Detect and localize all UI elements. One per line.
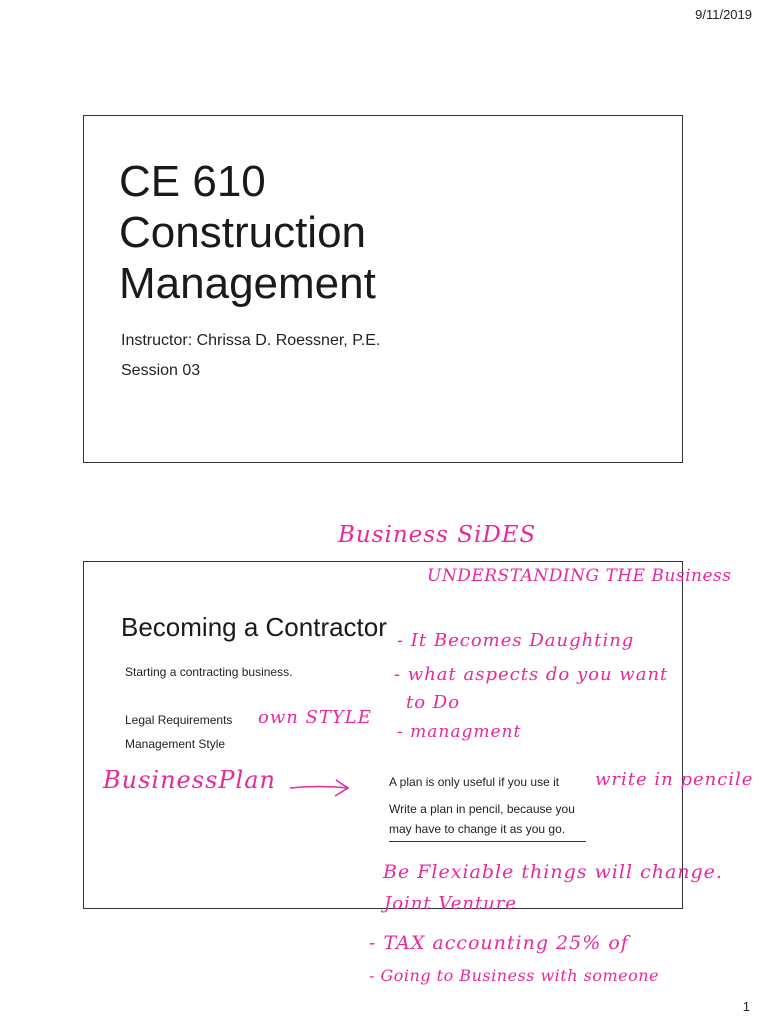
- page-number: 1: [742, 999, 750, 1014]
- handwritten-underline: [389, 841, 586, 842]
- note-becomes-daunting: - It Becomes Daughting: [397, 630, 635, 651]
- write-plan-line-1: Write a plan in pencil, because you: [389, 802, 575, 816]
- note-write-in-pencile: write in pencile: [595, 769, 754, 790]
- note-to-do: to Do: [406, 692, 461, 713]
- slide-title: Becoming a Contractor: [121, 612, 387, 642]
- write-plan-line-2: may have to change it as you go.: [389, 822, 566, 836]
- legal-requirements-text: Legal Requirements: [125, 713, 233, 727]
- course-title-line-2: Construction: [119, 208, 367, 257]
- course-title-line-3: Management: [119, 259, 376, 308]
- slide-title-session: [83, 115, 683, 463]
- note-understanding: UNDERSTANDING THE Business: [427, 566, 732, 586]
- note-going-to-business: - Going to Business with someone: [369, 966, 659, 985]
- starting-text: Starting a contracting business.: [125, 665, 293, 679]
- arrow-right-icon: [288, 776, 352, 800]
- note-tax-accounting: - TAX accounting 25% of: [369, 932, 629, 954]
- course-title: [119, 156, 376, 309]
- note-business-plan: BusinessPlan: [103, 766, 276, 794]
- note-joint-venture: Joint Venture: [384, 893, 518, 914]
- note-own-style: own STYLE: [258, 707, 372, 728]
- plan-useful-text: A plan is only useful if you use it: [389, 775, 560, 789]
- note-be-flexiable: Be Flexiable things will change.: [383, 861, 723, 883]
- slide-becoming-contractor: [83, 561, 683, 909]
- management-style-text: Management Style: [125, 737, 226, 751]
- note-managment: - managment: [397, 722, 522, 742]
- course-title-line-1: CE 610: [119, 157, 266, 206]
- session-line: Session 03: [121, 362, 201, 379]
- print-date: 9/11/2019: [695, 7, 752, 22]
- note-what-aspects: - what aspects do you want: [394, 664, 669, 685]
- instructor-line: Instructor: Chrissa D. Roessner, P.E.: [121, 332, 381, 349]
- note-business-sides: Business SiDES: [338, 522, 537, 548]
